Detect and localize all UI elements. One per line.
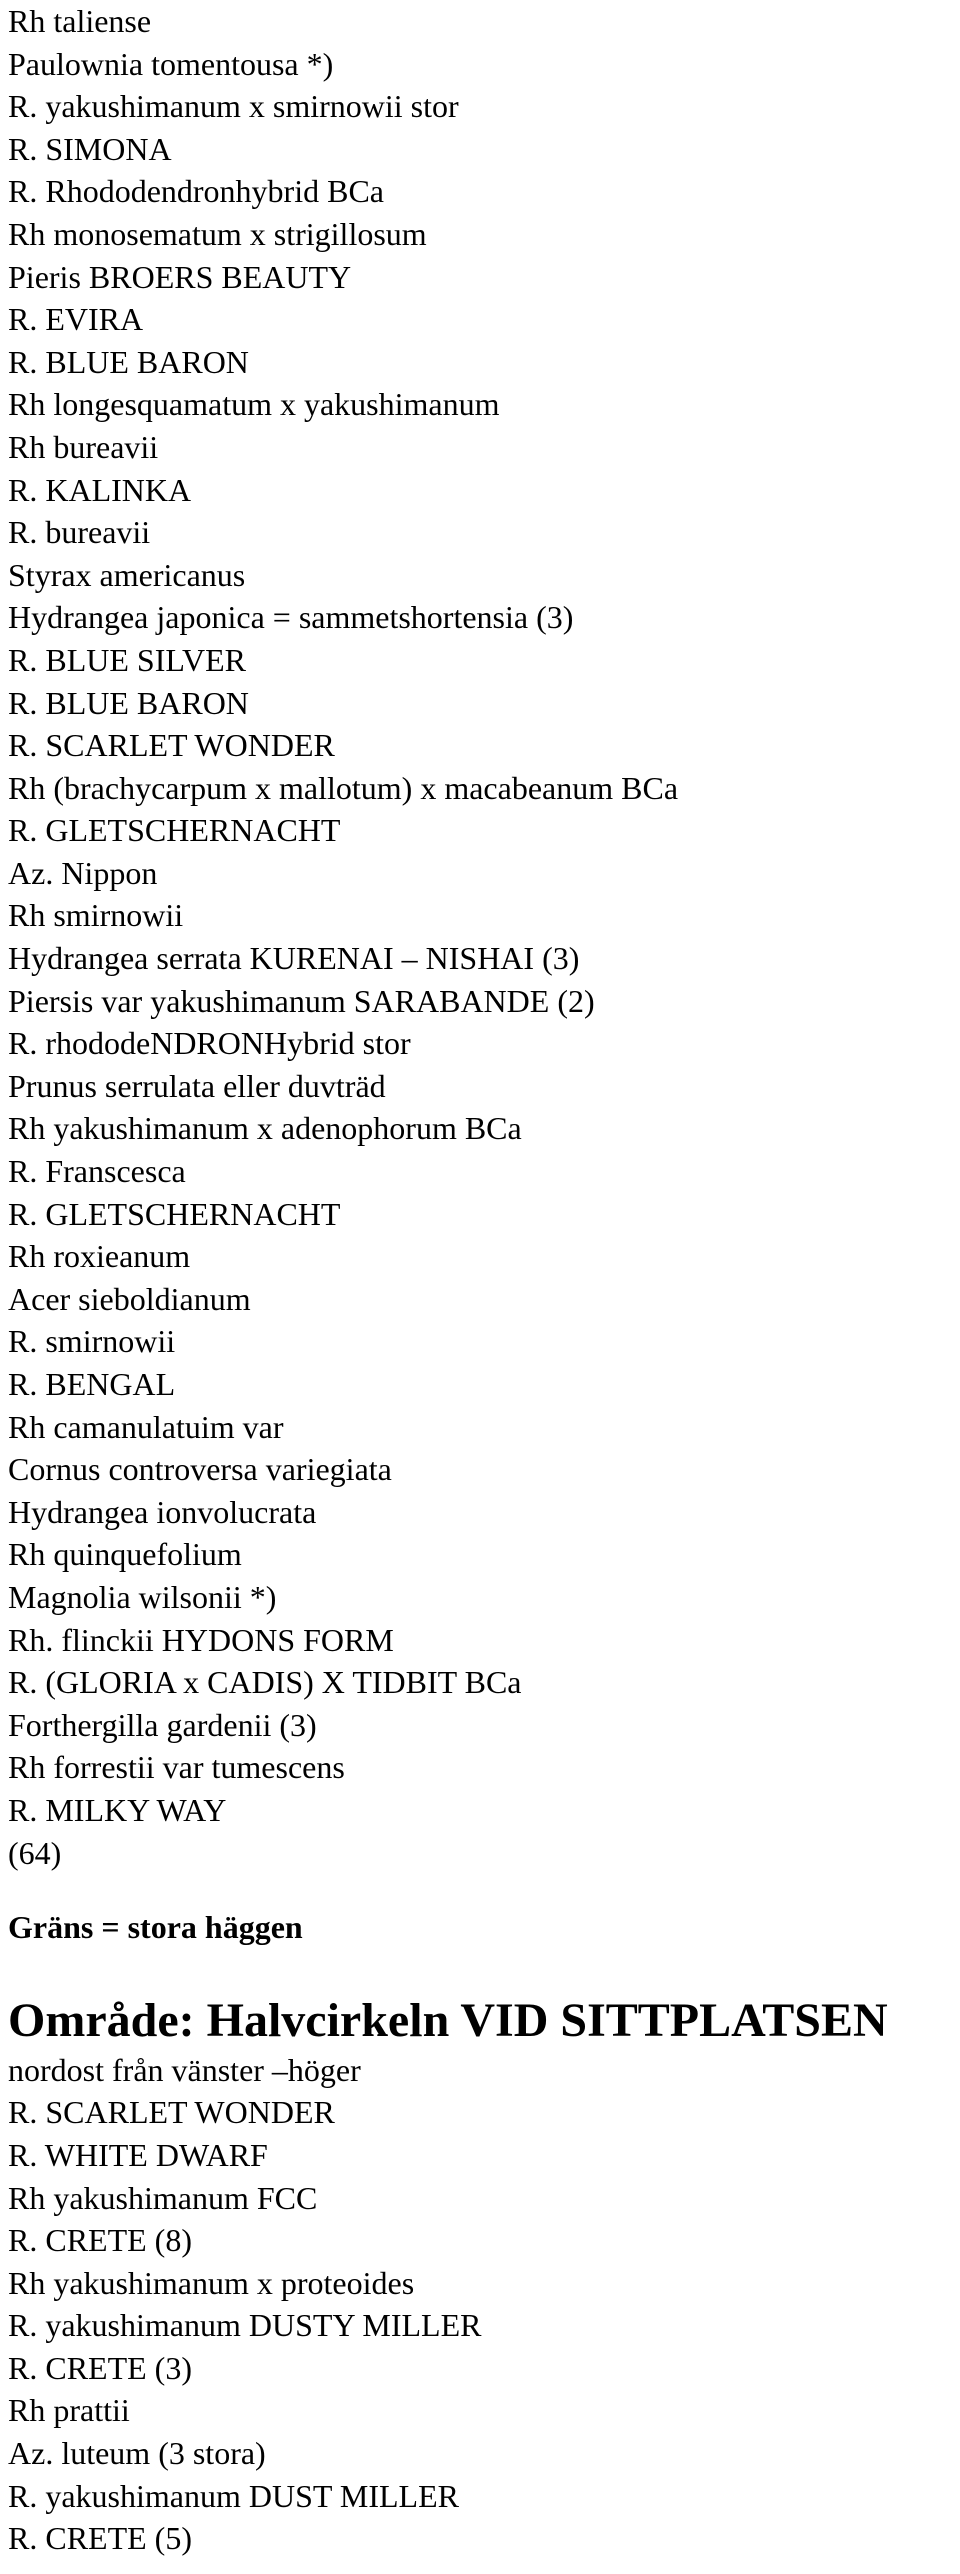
list-item: Acer sieboldianum bbox=[8, 1280, 251, 1317]
list-item: Hydrangea serrata KURENAI – NISHAI (3) bbox=[8, 940, 580, 977]
list-item: Rh yakushimanum x proteoides bbox=[8, 2264, 415, 2301]
list-item: R. KALINKA bbox=[8, 471, 192, 508]
list-item: Rh monosematum x strigillosum bbox=[8, 215, 427, 252]
border-note: Gräns = stora häggen bbox=[8, 1909, 303, 1946]
list-item: R. CRETE (8) bbox=[8, 2222, 192, 2259]
list-item: Styrax americanus bbox=[8, 556, 246, 593]
plant-list-area bbox=[8, 2091, 960, 2560]
list-item: Rh longesquamatum x yakushimanum bbox=[8, 386, 500, 423]
list-item: R. smirnowii bbox=[8, 1323, 176, 1360]
list-item: Piersis var yakushimanum SARABANDE (2) bbox=[8, 982, 595, 1019]
list-item: Rh forrestii var tumescens bbox=[8, 1749, 345, 1786]
list-item: Rh bureavii bbox=[8, 428, 159, 465]
list-item: Paulownia tomentousa *) bbox=[8, 45, 334, 82]
list-item: R. rhododeNDRONHybrid stor bbox=[8, 1025, 411, 1062]
list-item: R. EVIRA bbox=[8, 301, 144, 338]
list-item: R. BLUE BARON bbox=[8, 343, 249, 380]
list-item: R. GLETSCHERNACHT bbox=[8, 812, 341, 849]
spacer bbox=[8, 1874, 960, 1906]
list-item: R. CRETE (5) bbox=[8, 2520, 192, 2557]
list-item: Rh. flinckii HYDONS FORM bbox=[8, 1621, 394, 1658]
list-item: Az. luteum (3 stora) bbox=[8, 2435, 266, 2472]
list-item: R. SIMONA bbox=[8, 130, 172, 167]
list-item: Pieris BROERS BEAUTY bbox=[8, 258, 352, 295]
list-item: Rh quinquefolium bbox=[8, 1536, 242, 1573]
list-item: R. Franscesca bbox=[8, 1153, 186, 1190]
list-item: R. Rhododendronhybrid BCa bbox=[8, 173, 384, 210]
list-item: Rh yakushimanum x adenophorum BCa bbox=[8, 1110, 522, 1147]
list-item: R. BLUE SILVER bbox=[8, 641, 246, 678]
list-item: Rh yakushimanum FCC bbox=[8, 2179, 318, 2216]
list-item: Rh camanulatuim var bbox=[8, 1408, 284, 1445]
list-item: Prunus serrulata eller duvträd bbox=[8, 1067, 386, 1104]
list-item: Rh taliense bbox=[8, 3, 152, 39]
list-item: Rh prattii bbox=[8, 2392, 130, 2429]
plant-count: (64) bbox=[8, 1834, 62, 1871]
list-item: R. bureavii bbox=[8, 514, 151, 551]
list-item: R. CRETE (3) bbox=[8, 2349, 192, 2386]
list-item: R. WHITE DWARF bbox=[8, 2136, 268, 2173]
list-item: R. yakushimanum x smirnowii stor bbox=[8, 88, 459, 125]
list-item: Az. Nippon bbox=[8, 854, 158, 891]
list-item: R. GLETSCHERNACHT bbox=[8, 1195, 341, 1232]
list-item: Cornus controversa variegiata bbox=[8, 1451, 392, 1488]
document-body bbox=[8, 0, 960, 2560]
list-item: R. BENGAL bbox=[8, 1366, 176, 1402]
list-item: R. yakushimanum DUSTY MILLER bbox=[8, 2307, 482, 2344]
list-item: R. yakushimanum DUST MILLER bbox=[8, 2477, 459, 2514]
list-item: Forthergilla gardenii (3) bbox=[8, 1706, 317, 1743]
list-item: Rh (brachycarpum x mallotum) x macabeanum BCa bbox=[8, 769, 679, 806]
list-item: R. SCARLET WONDER bbox=[8, 2094, 335, 2131]
list-item: R. (GLORIA x CADIS) X TIDBIT BCa bbox=[8, 1664, 522, 1701]
plant-list bbox=[8, 0, 960, 1874]
list-item: R. SCARLET WONDER bbox=[8, 727, 335, 764]
list-item: Rh roxieanum bbox=[8, 1238, 191, 1275]
spacer bbox=[8, 1949, 960, 1993]
list-item: Hydrangea ionvolucrata bbox=[8, 1493, 317, 1530]
list-item: Magnolia wilsonii *) bbox=[8, 1578, 277, 1615]
list-item: R. MILKY WAY bbox=[8, 1791, 227, 1828]
list-item: Rh smirnowii bbox=[8, 897, 184, 934]
list-item: Hydrangea japonica = sammetshortensia (3) bbox=[8, 599, 574, 636]
area-heading: Område: Halvcirkeln VID SITTPLATSEN bbox=[8, 1993, 888, 2047]
direction-note: nordost från vänster –höger bbox=[8, 2051, 361, 2088]
list-item: R. BLUE BARON bbox=[8, 684, 249, 721]
